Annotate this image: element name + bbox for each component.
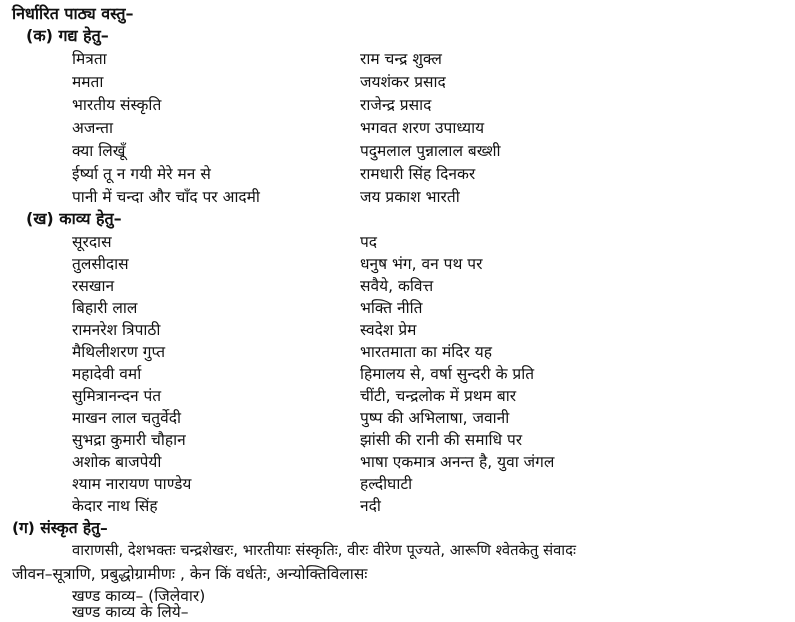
poem-title: नदी [360, 497, 381, 515]
prose-section-heading: (क) गद्य हेतु– [26, 26, 109, 45]
poem-title: भाषा एकमात्र अनन्त है, युवा जंगल [360, 453, 555, 471]
poem-title: स्वदेश प्रेम [360, 321, 417, 339]
poetry-section-heading: (ख) काव्य हेतु– [26, 209, 122, 228]
poet-name: केदार नाथ सिंह [72, 497, 158, 515]
poet-name: रामनरेश त्रिपाठी [72, 321, 161, 339]
prose-title: पानी में चन्दा और चाँद पर आदमी [72, 188, 260, 206]
poet-name: तुलसीदास [72, 255, 129, 273]
poet-name: सूरदास [72, 233, 112, 251]
poet-name: बिहारी लाल [72, 299, 138, 317]
prose-author: भगवत शरण उपाध्याय [360, 119, 485, 137]
poet-name: श्याम नारायण पाण्डेय [72, 475, 192, 493]
prose-author: राजेन्द्र प्रसाद [360, 96, 432, 114]
prose-author: राम चन्द्र शुक्ल [360, 50, 442, 68]
poem-title: भारतमाता का मंदिर यह [360, 343, 492, 361]
prose-title: ममता [72, 73, 104, 91]
khand-kavya-district: खण्ड काव्य– (जिलेवार) [72, 587, 206, 605]
prose-author: पदुमलाल पुन्नालाल बख्शी [360, 142, 501, 160]
poet-name: माखन लाल चतुर्वेदी [72, 409, 181, 427]
poem-title: पुष्प की अभिलाषा, जवानी [360, 409, 510, 427]
prose-title: भारतीय संस्कृति [72, 96, 162, 114]
sanskrit-line-2: जीवन–सूत्राणि, प्रबुद्धोग्रामीणः , केन किं वर्धतेः, अन्योक्तिविलासः [12, 565, 368, 583]
prose-title: मित्रता [72, 50, 107, 68]
prose-title: ईर्ष्या तू न गयी मेरे मन से [72, 165, 211, 183]
poem-title: हिमालय से, वर्षा सुन्दरी के प्रति [360, 365, 535, 383]
poet-name: अशोक बाजपेयी [72, 453, 162, 471]
poet-name: मैथिलीशरण गुप्त [72, 343, 166, 361]
prose-author: जयशंकर प्रसाद [360, 73, 446, 91]
sanskrit-line-1: वाराणसी, देशभक्तः चन्द्रशेखरः, भारतीयाः संस्कृतिः, वीरः वीरेण पूज्यते, आरूणि श्वेतकेतु संवादः [72, 542, 576, 559]
poem-title: हल्दीघाटी [360, 475, 413, 493]
poet-name: रसखान [72, 277, 115, 295]
poet-name: सुमित्रानन्दन पंत [72, 387, 162, 405]
poem-title: धनुष भंग, वन पथ पर [360, 255, 483, 273]
prose-author: रामधारी सिंह दिनकर [360, 165, 476, 183]
prose-title: अजन्ता [72, 119, 113, 137]
khand-kavya-for: खण्ड काव्य के लिये– [72, 603, 189, 621]
poem-title: सवैये, कवित्त [360, 277, 434, 295]
poem-title: चींटी, चन्द्रलोक में प्रथम बार [360, 387, 517, 405]
poet-name: सुभद्रा कुमारी चौहान [72, 431, 186, 449]
prose-author: जय प्रकाश भारती [360, 188, 460, 206]
poet-name: महादेवी वर्मा [72, 365, 142, 383]
poem-title: झांसी की रानी की समाधि पर [360, 431, 523, 449]
poem-title: भक्ति नीति [360, 299, 423, 317]
page-heading: निर्धारित पाठ्य वस्तु– [12, 4, 134, 23]
sanskrit-section-heading: (ग) संस्कृत हेतु– [12, 519, 108, 537]
poem-title: पद [360, 233, 378, 251]
prose-title: क्या लिखूँ [72, 142, 126, 160]
